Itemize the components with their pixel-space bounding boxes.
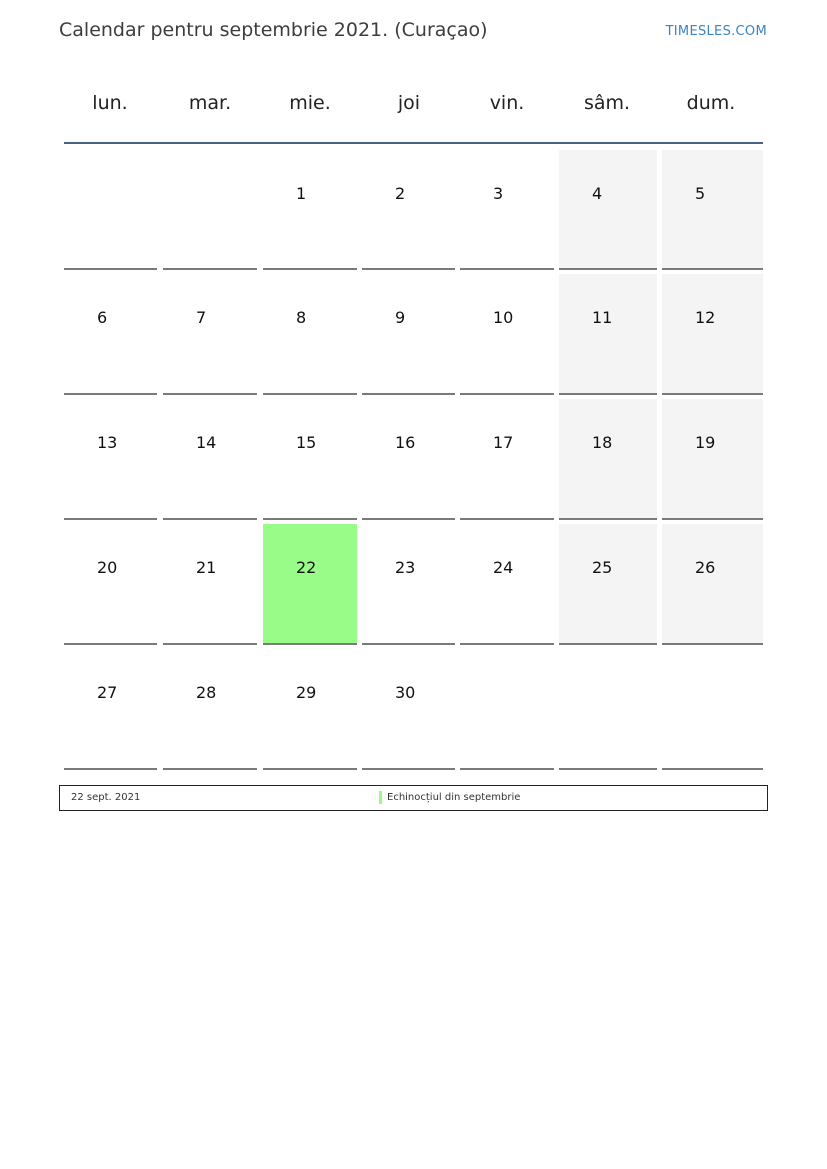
day-cell[interactable] [559,150,657,270]
day-number: 15 [296,433,317,452]
legend-event-name: Echinocțiul din septembrie [387,792,521,803]
day-cell[interactable] [662,524,763,645]
day-number: 7 [196,308,207,327]
day-number: 29 [296,683,317,702]
day-number: 12 [695,308,716,327]
day-cell[interactable] [460,524,554,645]
weekday-label: mar. [188,92,232,114]
day-number: 9 [395,308,406,327]
day-cell[interactable] [263,649,357,770]
day-number: 6 [97,308,108,327]
weekday-label: sâm. [583,92,631,114]
day-number: 13 [97,433,118,452]
day-cell[interactable] [163,274,257,395]
day-number: 30 [395,683,416,702]
day-cell-holiday[interactable] [263,524,357,645]
day-cell[interactable] [362,150,455,270]
weekday-label: lun. [92,92,128,114]
day-number: 10 [493,308,514,327]
day-cell[interactable] [64,399,157,520]
day-cell[interactable] [559,274,657,395]
day-number: 25 [592,558,613,577]
brand-link[interactable]: TIMESLES.COM [665,24,767,39]
day-cell[interactable] [662,399,763,520]
day-cell[interactable] [263,150,357,270]
day-cell [163,150,257,270]
page-title: Calendar pentru septembrie 2021. (Curaçao) [59,19,488,41]
day-number: 17 [493,433,514,452]
day-cell[interactable] [460,274,554,395]
day-cell[interactable] [64,524,157,645]
day-cell[interactable] [362,399,455,520]
day-cell[interactable] [263,274,357,395]
day-number: 26 [695,558,716,577]
day-number: 2 [395,184,406,203]
day-cell [64,150,157,270]
header-divider [64,142,763,144]
day-cell[interactable] [460,150,554,270]
day-cell[interactable] [64,274,157,395]
day-cell [559,649,657,770]
day-cell[interactable] [460,399,554,520]
day-number: 23 [395,558,416,577]
day-number: 19 [695,433,716,452]
day-number: 16 [395,433,416,452]
day-cell[interactable] [263,399,357,520]
day-number: 14 [196,433,217,452]
day-number: 18 [592,433,613,452]
day-cell[interactable] [662,274,763,395]
day-number: 8 [296,308,307,327]
legend-color-marker [379,791,382,804]
legend-date: 22 sept. 2021 [71,792,141,803]
day-number: 5 [695,184,706,203]
day-number: 1 [296,184,307,203]
day-cell [460,649,554,770]
day-cell[interactable] [559,524,657,645]
weekday-label: vin. [489,92,525,114]
holiday-legend [59,785,768,811]
day-number: 4 [592,184,603,203]
day-cell[interactable] [163,524,257,645]
day-cell [662,649,763,770]
weekday-label: joi [397,92,421,114]
day-cell[interactable] [662,150,763,270]
day-cell[interactable] [163,399,257,520]
day-number: 24 [493,558,514,577]
weekday-label: dum. [686,92,736,114]
day-cell[interactable] [559,399,657,520]
day-cell[interactable] [362,649,455,770]
day-number: 3 [493,184,504,203]
weekday-label: mie. [289,92,331,114]
day-number: 21 [196,558,217,577]
day-cell[interactable] [64,649,157,770]
day-number: 28 [196,683,217,702]
day-number: 20 [97,558,118,577]
day-cell[interactable] [362,274,455,395]
day-cell[interactable] [362,524,455,645]
day-number: 27 [97,683,118,702]
day-number: 22 [296,558,317,577]
day-cell[interactable] [163,649,257,770]
day-number: 11 [592,308,613,327]
